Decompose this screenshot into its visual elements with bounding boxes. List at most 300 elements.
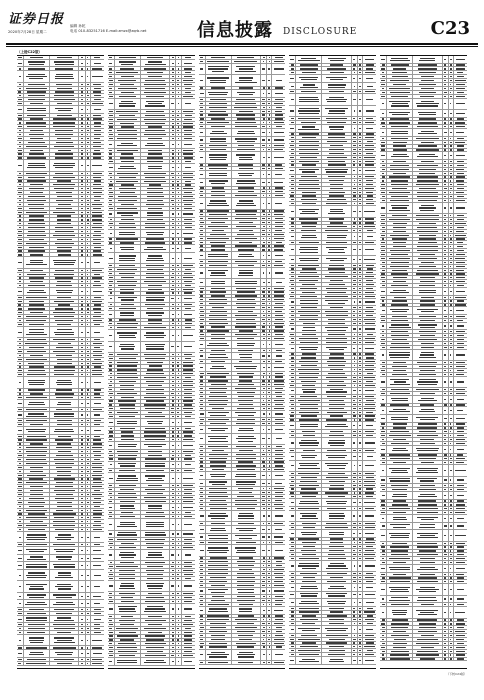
table-cell [115,60,141,67]
table-cell [24,319,50,322]
table-cell [232,349,262,352]
table-cell [24,226,50,229]
table-cell [289,299,296,306]
table-cell [272,557,285,560]
table-cell [232,179,262,186]
table-cell [289,245,296,255]
table-cell [108,407,115,410]
table-cell [363,553,376,556]
table-row [380,396,467,404]
table-cell [115,619,141,622]
table-cell [50,300,80,303]
table-cell [272,411,285,418]
table-cell [380,249,387,252]
table-cell [413,288,443,295]
table-cell [322,283,352,286]
table-cell [322,576,352,579]
table-cell [115,434,141,437]
table-cell [24,369,50,372]
table-cell [322,499,352,506]
table-cell [91,187,104,190]
table-cell [182,230,195,237]
table-cell [50,226,80,229]
table-cell [91,547,104,554]
table-cell [272,568,285,571]
table-cell [322,553,352,556]
table-cell [115,500,141,503]
table-cell [454,79,467,82]
table-row [289,125,376,133]
table-cell [387,296,413,299]
table-cell [115,431,141,434]
table-cell [380,500,387,503]
table-cell [413,118,443,121]
table-row [289,461,376,472]
table-row [289,511,376,522]
table-cell [272,480,285,487]
table-cell [380,334,387,337]
table-cell [289,368,296,371]
table-cell [380,183,387,186]
table-cell [50,180,80,183]
table-cell [272,56,285,59]
table-cell [289,615,296,618]
table-cell [206,306,232,309]
table-cell [232,522,262,525]
table-cell [108,342,115,352]
table-cell [413,176,443,179]
table-cell [363,549,376,552]
table-cell [232,534,262,541]
table-cell [322,156,352,159]
table-cell [17,369,24,372]
table-cell [296,306,322,309]
table-cell [272,314,285,317]
table-cell [289,638,296,641]
table-cell [199,233,206,236]
table-cell [454,218,467,221]
table-cell [206,233,232,236]
table-row [380,607,467,618]
table-cell [50,497,80,500]
table-cell [454,191,467,194]
table-cell [387,457,413,460]
table-row [108,550,195,561]
table-cell [387,338,413,341]
table-cell [296,144,322,147]
table-cell [108,369,115,372]
table-cell [380,261,387,264]
table-cell [322,561,352,571]
table-cell [380,650,387,653]
table-cell [206,241,232,244]
table-cell [454,565,467,572]
table-cell [206,468,232,471]
table-cell [108,191,115,194]
table-cell [380,530,387,540]
table-cell [296,245,322,255]
table-cell [296,191,322,194]
table-cell [141,276,171,279]
table-cell [322,618,352,621]
table-cell [206,90,232,97]
table-row [108,330,195,341]
table-cell [24,396,50,399]
table-cell [182,450,195,453]
table-cell [206,584,232,587]
table-cell [24,60,50,67]
table-cell [17,238,24,241]
table-cell [232,268,262,278]
table-cell [387,430,413,433]
table-cell [289,592,296,599]
table-cell [454,83,467,86]
table-cell [296,415,322,418]
table-cell [199,461,206,464]
table-cell [108,642,115,645]
table-cell [289,657,296,664]
table-cell [91,646,104,649]
table-cell [24,222,50,225]
table-cell [182,619,195,622]
table-cell [413,67,443,70]
table-cell [413,596,443,603]
table-cell [380,56,387,63]
table-cell [50,612,80,615]
table-cell [413,658,443,661]
table-cell [17,396,24,399]
table-cell [413,488,443,491]
table-cell [387,218,413,221]
table-cell [380,511,387,514]
table-row [108,419,195,427]
table-cell [272,252,285,259]
table-cell [141,450,171,453]
table-cell [115,565,141,568]
table-cell [141,577,171,580]
table-cell [206,595,232,598]
table-cell [91,662,104,665]
table-cell [108,60,115,67]
table-cell [387,577,413,580]
table-cell [272,646,285,649]
table-cell [454,179,467,182]
table-row [199,426,286,434]
table-cell [108,569,115,572]
table-cell [115,538,141,541]
table-row [289,499,376,507]
table-cell [50,454,80,457]
table-cell [289,541,296,544]
table-cell [17,485,24,488]
table-cell [387,191,413,194]
table-cell [182,276,195,279]
table-cell [199,194,206,197]
table-cell [387,630,413,633]
table-cell [322,492,352,495]
table-cell [232,187,262,190]
table-cell [115,642,141,645]
table-cell [289,634,296,637]
table-cell [322,395,352,398]
table-cell [91,462,104,465]
table-cell [289,148,296,151]
table-cell [141,129,171,132]
table-cell [454,342,467,345]
table-cell [232,291,262,294]
table-cell [182,187,195,190]
table-cell [363,264,376,267]
table-cell [363,75,376,82]
table-cell [199,372,206,375]
table-cell [108,357,115,360]
table-cell [363,653,376,656]
table-cell [17,443,24,446]
table-cell [232,198,262,208]
table-cell [380,465,387,475]
table-cell [363,526,376,529]
table-cell [50,412,80,419]
table-cell [141,658,171,665]
table-cell [380,434,387,437]
table-cell [387,650,413,653]
table-cell [454,603,467,606]
table-cell [24,423,50,426]
table-cell [141,288,171,291]
table-cell [206,522,232,525]
table-cell [115,627,141,630]
table-row [289,584,376,592]
table-cell [454,646,467,649]
table-cell [206,395,232,398]
table-cell [182,211,195,218]
table-cell [272,279,285,286]
table-cell [363,67,376,70]
table-cell [322,541,352,544]
table-cell [182,469,195,472]
table-cell [91,102,104,105]
table-cell [141,438,171,441]
table-cell [363,94,376,104]
table-cell [322,83,352,90]
table-cell [413,619,443,622]
table-cell [387,241,413,244]
table-row [17,327,104,338]
table-cell [17,543,24,546]
table-cell [91,562,104,569]
table-cell [322,607,352,610]
table-cell [17,307,24,310]
table-cell [296,333,322,336]
table-cell [115,573,141,576]
table-cell [322,345,352,352]
table-cell [24,94,50,97]
table-cell [232,564,262,567]
table-cell [91,67,104,70]
table-cell [413,56,443,63]
table-row [17,106,104,114]
table-cell [141,600,171,603]
table-cell [199,487,206,490]
table-cell [272,464,285,467]
table-cell [91,593,104,600]
table-cell [363,256,376,263]
table-row [108,342,195,353]
table-cell [50,593,80,600]
table-cell [182,458,195,461]
table-cell [108,511,115,514]
table-cell [387,634,413,637]
table-cell [380,67,387,70]
table-cell [454,392,467,395]
table-cell [182,404,195,407]
table-cell [24,528,50,531]
table-cell [232,380,262,383]
table-cell [413,492,443,499]
table-cell [232,248,262,251]
table-cell [24,238,50,241]
table-cell [387,365,413,368]
table-cell [454,557,467,560]
table-cell [182,650,195,653]
table-cell [454,365,467,368]
table-cell [413,315,443,318]
table-cell [232,580,262,583]
table-cell [108,427,115,430]
table-cell [182,153,195,156]
table-cell [363,64,376,67]
table-cell [387,79,413,82]
table-cell [108,268,115,271]
table-cell [322,557,352,560]
table-cell [363,287,376,290]
table-cell [115,71,141,74]
table-cell [413,346,443,349]
table-cell [413,642,443,645]
table-cell [91,412,104,419]
table-cell [108,380,115,383]
table-cell [24,327,50,337]
table-cell [454,553,467,556]
table-cell [108,519,115,529]
table-cell [363,388,376,395]
table-cell [380,430,387,433]
table-cell [199,295,206,298]
table-cell [380,172,387,175]
table-cell [413,392,443,395]
table-cell [289,160,296,163]
table-cell [17,524,24,527]
table-cell [387,427,413,430]
table-cell [199,148,206,151]
table-cell [454,446,467,453]
table-cell [182,91,195,94]
table-cell [91,342,104,345]
table-cell [199,56,206,59]
table-cell [387,199,413,202]
table-cell [50,439,80,442]
table-cell [272,615,285,618]
table-cell [322,461,352,471]
table-cell [413,110,443,117]
table-cell [50,366,80,369]
table-cell [115,95,141,98]
continued-on-note: （下转C24版） [446,672,467,676]
table-cell [199,137,206,144]
table-cell [115,191,141,194]
table-cell [17,315,24,318]
table-cell [232,106,262,109]
table-cell [206,298,232,301]
table-cell [24,474,50,477]
table-cell [91,520,104,523]
table-cell [199,217,206,220]
table-cell [454,257,467,260]
table-cell [380,137,387,140]
table-cell [380,230,387,233]
table-cell [108,415,115,418]
table-cell [115,376,141,379]
table-cell [380,276,387,279]
table-cell [24,145,50,148]
table-cell [232,661,262,664]
table-cell [296,229,322,232]
table-cell [413,427,443,430]
table-cell [272,87,285,90]
table-cell [232,337,262,340]
table-cell [17,528,24,531]
table-cell [380,273,387,276]
table-cell [24,393,50,396]
table-cell [232,341,262,348]
table-cell [199,468,206,471]
table-cell [17,60,24,67]
table-cell [199,638,206,641]
table-cell [387,141,413,144]
table-cell [322,453,352,460]
table-cell [50,458,80,461]
table-cell [115,615,141,618]
table-cell [206,264,232,267]
table-cell [17,458,24,461]
table-cell [413,607,443,617]
table-cell [387,230,413,233]
table-cell [272,318,285,321]
table-cell [108,542,115,545]
table-cell [24,160,50,170]
table-cell [272,560,285,563]
table-cell [296,287,322,290]
table-cell [91,446,104,449]
table-cell [413,121,443,124]
table-cell [322,611,352,614]
table-cell [272,349,285,352]
table-cell [232,511,262,521]
table-cell [108,500,115,503]
table-cell [454,149,467,152]
table-cell [50,176,80,179]
table-cell [363,229,376,232]
table-cell [272,534,285,541]
table-cell [206,646,232,649]
table-cell [272,545,285,555]
table-cell [108,211,115,218]
table-row [380,99,467,110]
table-cell [24,612,50,615]
table-cell [182,600,195,603]
table-cell [272,607,285,614]
table-row [17,71,104,82]
